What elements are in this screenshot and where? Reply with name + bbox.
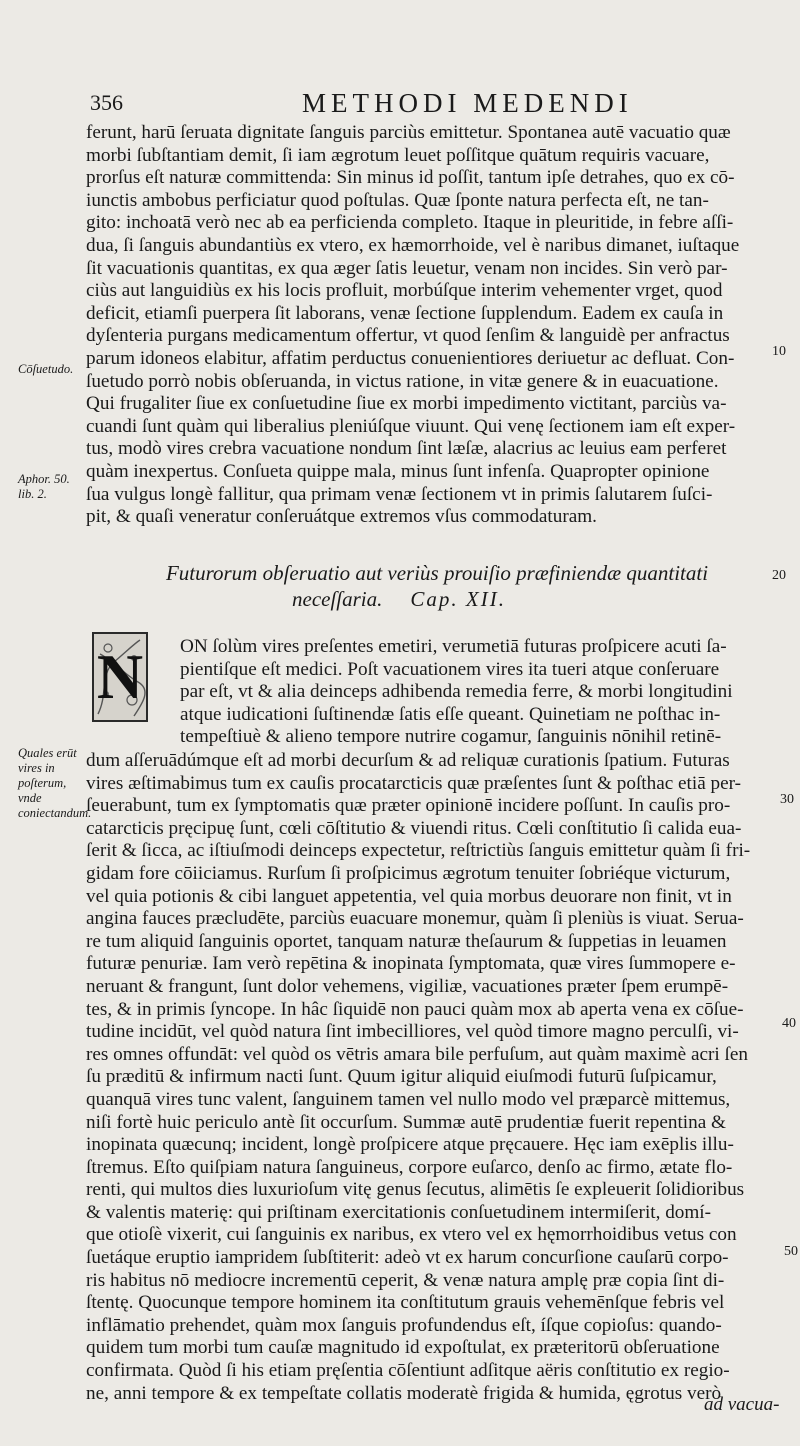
- page-number: 356: [90, 90, 123, 115]
- chapter-heading-word: neceſſaria.: [292, 587, 383, 611]
- paragraph-2: [86, 750, 792, 1405]
- text-line: morbi ſubſtantiam demit, ſi iam ægrotum leuet poſſitque quātum requiris vacuare,: [86, 144, 710, 166]
- text-line: & valentis materię: qui priſtinam exercitationis conſuetudinem intermiſerit, domí-: [86, 1201, 712, 1223]
- line-number: 50: [784, 1244, 798, 1259]
- drop-cap-letter: N: [96, 641, 144, 712]
- text-line: ſu præditū & infirmum nacti ſunt. Quum igitur aliquid eiuſmodi futurū ſuſpicamur,: [86, 1066, 717, 1088]
- margin-note-consuetudo: Cōſuetudo.: [18, 362, 74, 376]
- text-line: confirmata. Quòd ſi his etiam pręſentia cōſentiunt adſitque aëris conſtitutio ex regio-: [86, 1360, 730, 1382]
- chapter-heading-line-2: [92, 586, 782, 612]
- text-line: tudine incidūt, vel quòd natura ſint imbecilliores, vel quòd timore magno perculſi, vi-: [86, 1021, 739, 1043]
- text-line: vel quia potionis & cibi languet appetentia, vel quia morbus deuorare non finit, vt in: [86, 885, 732, 907]
- line-number: 30: [780, 792, 794, 807]
- text-line: re tum aliquid ſanguinis oportet, tanquam naturæ theſaurum & ſuppetias in leuamen: [86, 930, 727, 952]
- text-line: catarcticis pręcipuę ſunt, cœli cōſtitutio & viuendi ritus. Cœli conſtitutio ſi calida eua-: [86, 817, 742, 839]
- text-line: dum aſſeruādúmque eſt ad morbi decurſum & ad reliquæ curationis ſpatium. Futuras: [86, 750, 730, 771]
- line-number: 20: [772, 568, 786, 583]
- text-line: ON ſolùm vires preſentes emetiri, verumetiā futuras proſpicere acuti ſa-: [180, 636, 727, 657]
- text-line: ſtremus. Eſto quiſpiam natura ſanguineus, corpore euſarco, denſo ac firmo, ætate flo-: [86, 1156, 733, 1178]
- text-line: parum idoneos elabitur, affatim perductus conuenientiores deriuetur ac defluat. Con-: [86, 347, 735, 369]
- text-line: prorſus eſt naturæ committenda: Sin minus id poſſit, tantum ipſe detrahes, quo ex cō-: [86, 167, 735, 189]
- text-line: ſeuerabunt, tum ex ſymptomatis quæ præter opinionē incidere poſſunt. In cauſis pro-: [86, 795, 731, 817]
- text-line: ferunt, harū ſeruata dignitate ſanguis parciùs emittetur. Spontanea autē vacuatio quæ: [86, 122, 731, 143]
- text-line: gidam fore cōiiciamus. Rurſum ſi proſpicimus ægrotum tenuiter ſobriéque victurum,: [86, 862, 731, 884]
- text-line: ne, anni tempore & ex tempeſtate collatis moderatè frigida & humida, ęgrotus verò: [86, 1382, 722, 1404]
- text-line: quàm inexpertus. Conſueta quippe mala, minus ſunt infenſa. Quapropter opinione: [86, 460, 710, 482]
- text-line: dua, ſi ſanguis abundantiùs ex vtero, ex hæmorrhoide, vel è naribus dimanet, iuſtaque: [86, 234, 740, 256]
- text-line: tus, modò vires crebra vacuatione nondum ſint læſæ, alacrius ac leuius eam perferet: [86, 438, 727, 460]
- text-line: Qui frugaliter ſiue ex conſuetudine ſiue ex morbi impedimento victitant, parciùs va-: [86, 393, 727, 415]
- text-line: res omnes offundāt: vel quòd os vētris amara bile perfuſum, aut quàm maximè acri ſen: [86, 1043, 748, 1065]
- running-head: [90, 88, 790, 120]
- decorated-initial: [92, 632, 148, 722]
- catchword: ad vacua-: [704, 1394, 780, 1415]
- chapter-heading-line-1: Futurorum obſeruatio aut veriùs prouiſio præfiniendæ quantitati: [165, 561, 709, 585]
- text-line: pientiſque eſt medici. Poſt vacuationem vires ita tueri atque conſeruare: [180, 658, 720, 680]
- margin-note-quales: Quales erūt vires in poſterum, vnde coniectandum.: [18, 746, 92, 820]
- text-line: niſi fortè huic periculo antè ſit occurſum. Summæ autē prudentiæ fuerit repentina &: [86, 1111, 726, 1133]
- text-line: vires æſtimabimus tum ex cauſis procatarcticis quæ præſentes ſunt & poſthac etiā per-: [86, 772, 742, 794]
- text-line: ſtentę. Quocunque tempore hominem ita conſtitutum grauis vehemēnſque febris vel: [86, 1292, 725, 1314]
- text-line: tempeſtiuè & alieno tempore nutrire cogamur, ſanguinis nōnihil retinē-: [180, 726, 722, 748]
- text-line: futuræ penuriæ. Iam verò repētina & inopinata ſymptomata, quæ vires ſummopere e-: [86, 953, 736, 975]
- text-line: quidem tum morbi tum cauſæ magnitudo id expoſtulat, ex præteritorū obſeruatione: [86, 1337, 720, 1359]
- text-line: ſerit & ſicca, ac iſtiuſmodi deinceps expectetur, reſtrictiùs ſanguis emittetur quàm ſi fri-: [86, 840, 751, 862]
- text-line: ciùs aut languidiùs ex his locis profluit, morbúſque interim vehementer vrget, quod: [86, 280, 723, 302]
- chapter-number: Cap. XII.: [410, 587, 506, 611]
- running-title: METHODI MEDENDI: [302, 88, 633, 118]
- chapter-heading: [92, 560, 782, 612]
- text-line: ſuetudo porrò nobis obſeruanda, in victus ratione, in vitæ genere & in euacuatione.: [86, 370, 719, 392]
- paragraph-1: [86, 122, 792, 529]
- text-line: angina fauces præcludēte, parciùs euacuare monemur, quàm ſi pleniùs is viuat. Serua-: [86, 908, 744, 930]
- text-line: neruant & frangunt, ſunt dolor vehemens, vigiliæ, vacuationes præter ſpem erumpē-: [86, 975, 729, 997]
- line-number: 40: [782, 1016, 796, 1031]
- text-line: ris habitus nō mediocre incrementū ceperit, & venæ natura amplę præ copia ſint di-: [86, 1269, 725, 1291]
- text-line: iunctis ambobus perficiatur quod poſtulas. Quæ ſponte natura perfecta eſt, ne tan-: [86, 189, 709, 211]
- text-line: ſuetáque eruptio iampridem ſubſtiterit: adeò vt ex harum concurſione cauſarū corpo-: [86, 1247, 729, 1269]
- text-line: quanquā vires tunc valent, ſanguinem tamen vel nullo modo vel præparcè mittemus,: [86, 1088, 731, 1110]
- text-line: gito: inchoatā verò nec ab ea perficienda completo. Itaque in pleuritide, in febre aſſi-: [86, 212, 734, 234]
- text-line: par eſt, vt & alia deinceps adhibenda remedia ferre, & morbi longitudini: [180, 681, 733, 703]
- text-line: atque iudicationi ſuſtinendæ ſatis eſſe queant. Quinetiam ne poſthac in-: [180, 703, 721, 725]
- margin-note-aphorism: Aphor. 50. lib. 2.: [18, 472, 70, 501]
- text-line: tes, & in primis ſyncope. In hâc ſiquidē non pauci quàm mox ab aperta vena ex cōſue-: [86, 998, 744, 1020]
- text-line: inopinata quæcunq; incident, longè proſpicere atque pręcauere. Hęc iam exēplis illu-: [86, 1134, 734, 1156]
- text-line: cuandi ſunt quàm qui liberalius pleniúſque viuunt. Qui venę ſectionem iam eſt exper-: [86, 415, 736, 437]
- paragraph-2-opening: [180, 636, 780, 749]
- text-line: deficit, etiamſi puerpera ſit laborans, venæ ſectione ſupplendum. Eadem ex cauſa in: [86, 302, 724, 324]
- line-number: 10: [772, 344, 786, 359]
- text-line: ſua vulgus longè fallitur, qua primam venæ ſectionem vt in primis ſalutarem ſuſci-: [86, 483, 713, 505]
- text-line: pit, & quaſi veneratur conſeruátque extremos vſus commodaturam.: [86, 506, 597, 528]
- text-line: dyſenteria purgans medicamentum offertur, vt quod ſenſim & languidè per anfractus: [86, 325, 730, 347]
- text-line: que otioſè vixerit, cui ſanguinis ex naribus, ex vtero vel ex hęmorrhoidibus vetus con: [86, 1224, 737, 1246]
- text-line: ſit vacuationis quantitas, ex qua æger ſatis leuetur, venam non incides. Sin verò par-: [86, 257, 728, 279]
- text-line: renti, qui multos dies luxurioſum vitę genus ſecutus, alimētis ſe expleuerit ſolidioribus: [86, 1179, 745, 1201]
- text-line: inflāmatio prehendet, quàm mox ſanguis profundendus eſt, íſque copioſus: quando-: [86, 1314, 722, 1336]
